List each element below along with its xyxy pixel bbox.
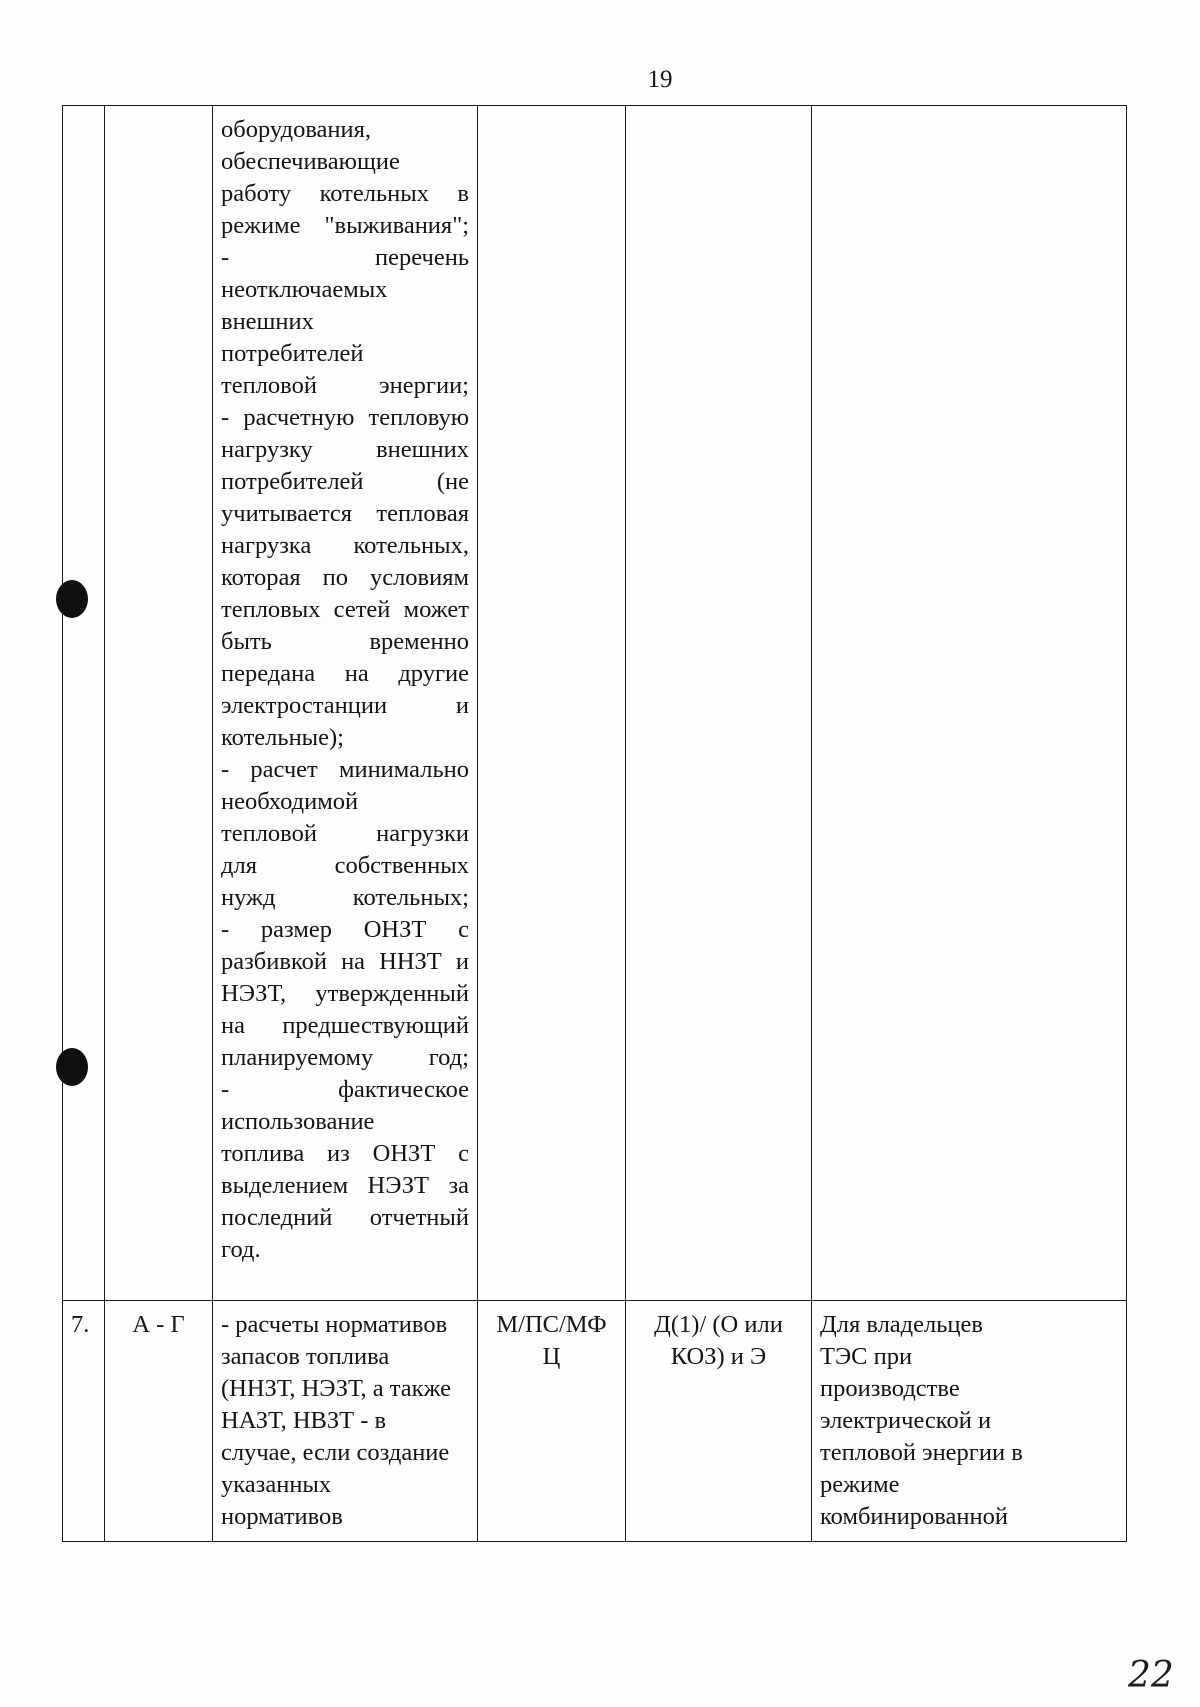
- text-line: топлива из ОНЗТ с: [221, 1140, 469, 1167]
- text-line: потребителей: [221, 340, 364, 367]
- text-line: указанных: [221, 1471, 332, 1498]
- text-line: нужд котельных;: [221, 884, 469, 911]
- text-line: передана на другие: [221, 660, 469, 687]
- text-line: внешних: [221, 308, 314, 335]
- text-line: Для владельцев: [820, 1311, 983, 1338]
- text-line: оборудования,: [221, 116, 372, 143]
- text-line: режиме: [820, 1471, 900, 1498]
- handwritten-sheet-number: 22: [1128, 1655, 1174, 1696]
- text-line: на предшествующий: [221, 1012, 469, 1039]
- cell-who: [478, 106, 626, 1301]
- text-line: тепловой нагрузки: [221, 820, 469, 847]
- text-line: выделением НЭЗТ за: [221, 1172, 469, 1199]
- text-line: электростанции и: [221, 692, 469, 719]
- text-line: Ц: [542, 1343, 561, 1370]
- text-line: котельные);: [221, 724, 344, 751]
- text-line: неотключаемых: [221, 276, 388, 303]
- text-line: НАЗТ, НВЗТ - в: [221, 1407, 387, 1434]
- text-line: ТЭС при: [820, 1343, 913, 1370]
- row7-number: 7.: [63, 1301, 105, 1542]
- text-line: нормативов: [221, 1503, 343, 1530]
- text-line: последний отчетный: [221, 1204, 469, 1231]
- row7-document-list: [213, 1301, 478, 1542]
- cell-number: [63, 106, 105, 1301]
- binder-hole-top: [56, 580, 88, 618]
- text-line: тепловых сетей может: [221, 596, 469, 623]
- text-line: КОЗ) и Э: [670, 1343, 767, 1370]
- text-line: потребителей (не: [221, 468, 469, 495]
- text-line: - расчеты нормативов: [221, 1311, 448, 1338]
- text-line: разбивкой на ННЗТ и: [221, 948, 469, 975]
- text-line: НЭЗТ, утвержденный: [221, 980, 469, 1007]
- text-line: М/ПС/МФ: [496, 1311, 607, 1338]
- text-line: - расчет минимально: [221, 756, 469, 783]
- text-line: использование: [221, 1108, 375, 1135]
- text-line: тепловой энергии в: [820, 1439, 1023, 1466]
- text-line: электрической и: [820, 1407, 992, 1434]
- text-line: работу котельных в: [221, 180, 469, 207]
- cell-document-list: [213, 106, 478, 1301]
- text-line: - расчетную тепловую: [221, 404, 469, 431]
- text-line: производстве: [820, 1375, 960, 1402]
- text-line: (ННЗТ, НЭЗТ, а также: [221, 1375, 452, 1402]
- cell-code: [105, 106, 213, 1301]
- text-line: тепловой энергии;: [221, 372, 469, 399]
- text-line: нагрузку внешних: [221, 436, 469, 463]
- text-line: нагрузка котельных,: [221, 532, 469, 559]
- row7-code: А - Г: [105, 1301, 213, 1542]
- text-line: обеспечивающие: [221, 148, 400, 175]
- row7-who: [478, 1301, 626, 1542]
- text-line: учитывается тепловая: [221, 500, 469, 527]
- text-line: необходимой: [221, 788, 359, 815]
- table-row-continuation: [63, 106, 1127, 1301]
- row7-form: [626, 1301, 812, 1542]
- text-line: планируемому год;: [221, 1044, 469, 1071]
- text-line: - перечень: [221, 244, 469, 271]
- text-line: которая по условиям: [221, 564, 469, 591]
- row7-note: [812, 1301, 1127, 1542]
- text-line: - фактическое: [221, 1076, 469, 1103]
- text-line: быть временно: [221, 628, 469, 655]
- text-line: год.: [221, 1236, 261, 1263]
- text-line: Д(1)/ (О или: [654, 1311, 783, 1338]
- text-line: - размер ОНЗТ с: [221, 916, 469, 943]
- text-line: комбинированной: [820, 1503, 1008, 1530]
- binder-hole-bottom: [56, 1048, 88, 1086]
- page-number: 19: [647, 66, 673, 93]
- text-line: запасов топлива: [221, 1343, 390, 1370]
- text-line: случае, если создание: [221, 1439, 450, 1466]
- cell-note: [812, 106, 1127, 1301]
- text-line: для собственных: [221, 852, 469, 879]
- cell-form: [626, 106, 812, 1301]
- text-line: режиме "выживания";: [221, 212, 469, 239]
- table-row-7: [63, 1301, 1127, 1542]
- requirements-table: [62, 105, 1127, 1542]
